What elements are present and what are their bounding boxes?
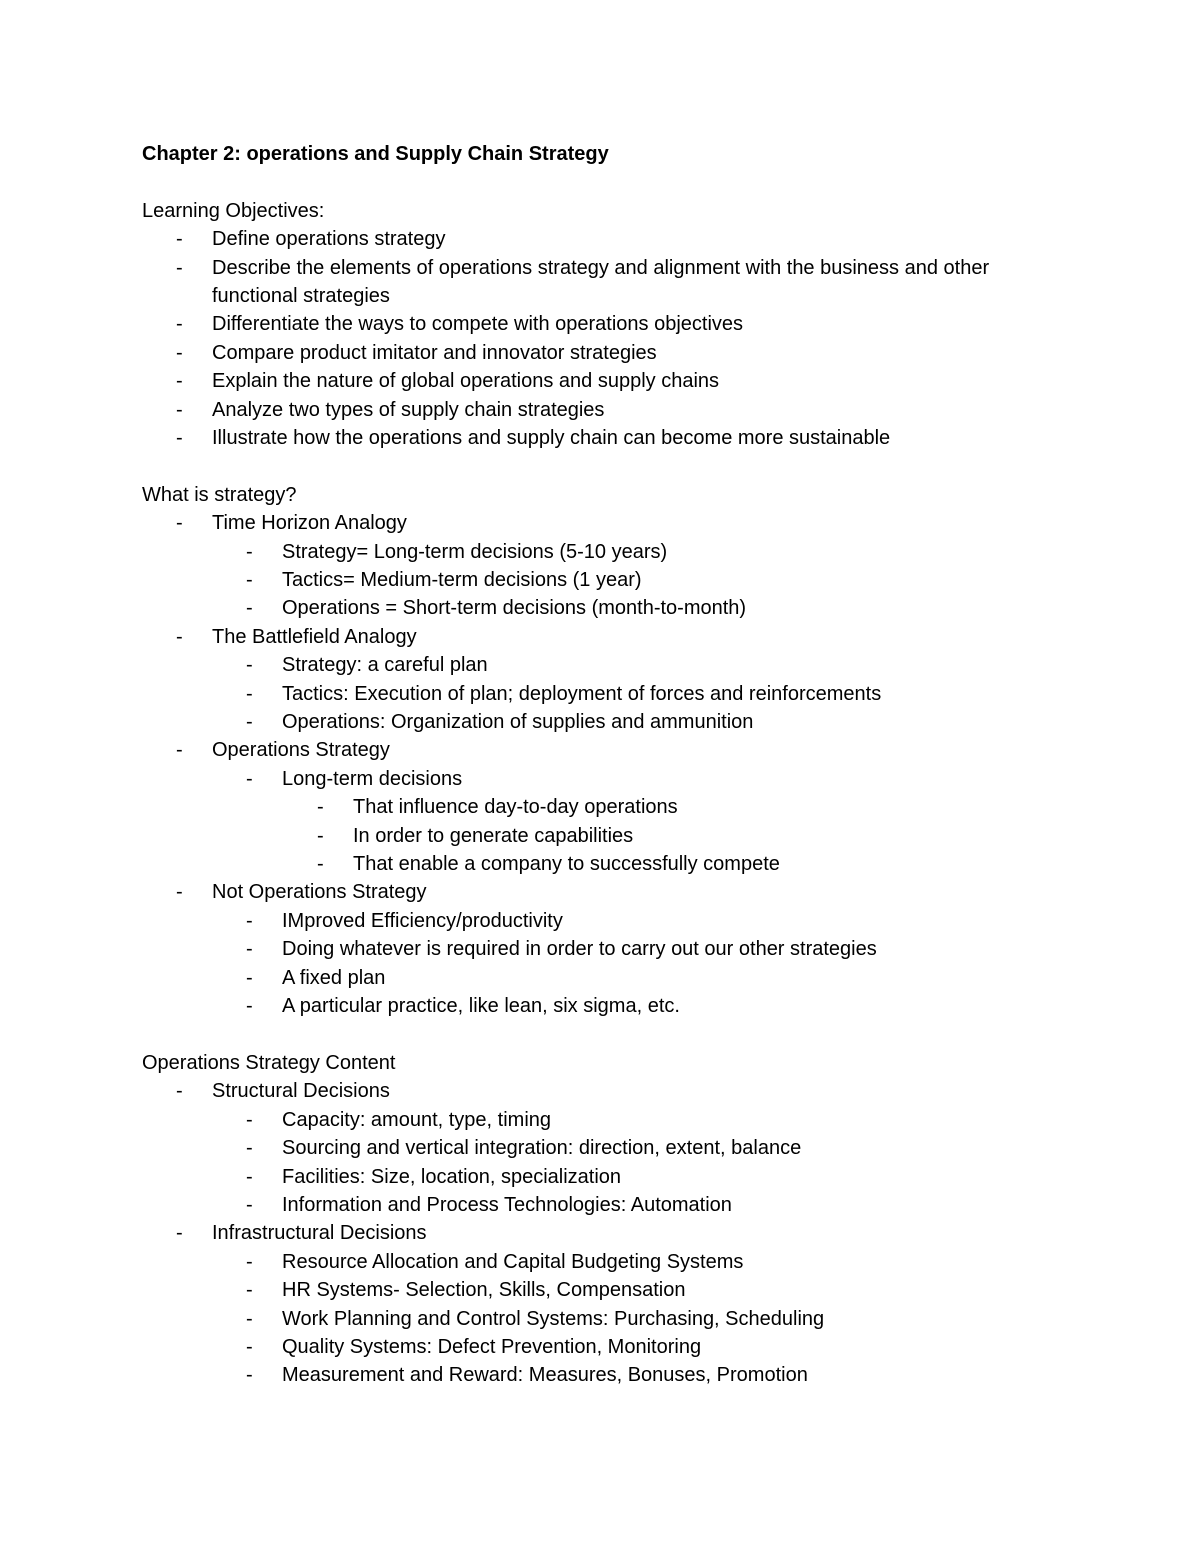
list-item-text: Capacity: amount, type, timing xyxy=(282,1108,552,1131)
spacer xyxy=(142,452,1062,480)
list-item xyxy=(142,964,1062,992)
list-item-text: Not Operations Strategy xyxy=(212,881,427,904)
bullet-dash: - xyxy=(246,909,253,932)
bullet-dash: - xyxy=(246,1193,253,1216)
list-item xyxy=(142,623,1062,651)
bullet-dash: - xyxy=(246,569,253,592)
bullet-dash: - xyxy=(317,824,324,847)
list-item xyxy=(142,935,1062,963)
list-item xyxy=(142,907,1062,935)
list-item xyxy=(142,992,1062,1020)
list-item xyxy=(142,822,1062,850)
bullet-dash: - xyxy=(176,427,183,450)
bullet-dash: - xyxy=(246,597,253,620)
list-item xyxy=(142,594,1062,622)
list-item xyxy=(142,708,1062,736)
list-item-text: Resource Allocation and Capital Budgeting Systems xyxy=(282,1250,744,1273)
list-item xyxy=(142,509,1062,537)
list-item xyxy=(142,878,1062,906)
list-item xyxy=(142,1361,1062,1389)
list-item xyxy=(142,1248,1062,1276)
bullet-dash: - xyxy=(176,370,183,393)
bullet-dash: - xyxy=(246,767,253,790)
list-item-text: Explain the nature of global operations and supply chains xyxy=(212,370,720,393)
bullet-dash: - xyxy=(176,341,183,364)
list-item xyxy=(142,225,1062,253)
list-item xyxy=(142,396,1062,424)
list-item xyxy=(142,1191,1062,1219)
bullet-dash: - xyxy=(317,796,324,819)
list-item-text: Structural Decisions xyxy=(212,1080,390,1103)
bullet-list xyxy=(142,225,1062,452)
list-item-text: Analyze two types of supply chain strategies xyxy=(212,398,605,421)
list-item-text: Operations = Short-term decisions (month-to-month) xyxy=(282,597,747,620)
spacer xyxy=(142,1021,1062,1049)
list-item xyxy=(142,424,1062,452)
list-item-text: Time Horizon Analogy xyxy=(212,512,407,535)
list-item-text: Operations Strategy xyxy=(212,739,390,762)
list-item-text: Tactics: Execution of plan; deployment of forces and reinforcements xyxy=(282,682,882,705)
list-item-text: Define operations strategy xyxy=(212,228,446,251)
bullet-dash: - xyxy=(246,682,253,705)
list-item-text: Operations: Organization of supplies and ammunition xyxy=(282,711,754,734)
bullet-dash: - xyxy=(246,995,253,1018)
bullet-dash: - xyxy=(246,938,253,961)
bullet-dash: - xyxy=(246,1279,253,1302)
list-item xyxy=(142,1106,1062,1134)
bullet-dash: - xyxy=(176,1222,183,1245)
list-item xyxy=(142,367,1062,395)
document-title: Chapter 2: operations and Supply Chain Strategy xyxy=(142,143,609,165)
list-item xyxy=(142,1077,1062,1105)
list-item-text: IMproved Efficiency/productivity xyxy=(282,909,563,932)
bullet-dash: - xyxy=(176,398,183,421)
list-item-text: In order to generate capabilities xyxy=(353,824,634,847)
document-page xyxy=(142,140,1062,1390)
list-item xyxy=(142,1276,1062,1304)
list-item-text: Doing whatever is required in order to carry out our other strategies xyxy=(282,938,877,961)
bullet-dash: - xyxy=(176,512,183,535)
list-item-text: Strategy: a careful plan xyxy=(282,654,488,677)
list-item-text: Measurement and Reward: Measures, Bonuses, Promotion xyxy=(282,1364,808,1387)
list-item-text: Differentiate the ways to compete with operations objectives xyxy=(212,313,744,336)
list-item xyxy=(142,339,1062,367)
list-item xyxy=(142,793,1062,821)
list-item xyxy=(142,765,1062,793)
list-item-text: Information and Process Technologies: Automation xyxy=(282,1193,732,1216)
bullet-dash: - xyxy=(176,739,183,762)
list-item xyxy=(142,1163,1062,1191)
bullet-list xyxy=(142,1077,1062,1389)
list-item xyxy=(142,254,1062,311)
bullet-dash: - xyxy=(246,1165,253,1188)
section-heading: Operations Strategy Content xyxy=(142,1051,396,1074)
list-item xyxy=(142,1134,1062,1162)
bullet-dash: - xyxy=(176,625,183,648)
list-item xyxy=(142,538,1062,566)
list-item xyxy=(142,680,1062,708)
list-item-text: Infrastructural Decisions xyxy=(212,1222,427,1245)
bullet-dash: - xyxy=(176,256,183,279)
list-item-text: Quality Systems: Defect Prevention, Monitoring xyxy=(282,1335,702,1358)
list-item xyxy=(142,1305,1062,1333)
spacer xyxy=(142,168,1062,196)
bullet-dash: - xyxy=(246,711,253,734)
document-body xyxy=(142,197,1062,1390)
bullet-dash: - xyxy=(246,1137,253,1160)
list-item xyxy=(142,566,1062,594)
bullet-dash: - xyxy=(317,853,324,876)
list-item-text: HR Systems- Selection, Skills, Compensation xyxy=(282,1279,686,1302)
list-item-text: Strategy= Long-term decisions (5-10 years) xyxy=(282,540,668,563)
list-item xyxy=(142,1219,1062,1247)
bullet-dash: - xyxy=(176,313,183,336)
bullet-dash: - xyxy=(246,1307,253,1330)
bullet-dash: - xyxy=(176,228,183,251)
section-heading: Learning Objectives: xyxy=(142,199,325,222)
list-item xyxy=(142,850,1062,878)
list-item-text: Describe the elements of operations strategy and alignment with the business and other functional strategies xyxy=(212,256,990,307)
list-item xyxy=(142,736,1062,764)
list-item-text: A particular practice, like lean, six sigma, etc. xyxy=(282,995,680,1018)
list-item xyxy=(142,310,1062,338)
section-heading: What is strategy? xyxy=(142,483,297,506)
bullet-dash: - xyxy=(246,1364,253,1387)
bullet-dash: - xyxy=(246,1108,253,1131)
bullet-dash: - xyxy=(246,1250,253,1273)
bullet-dash: - xyxy=(176,881,183,904)
list-item-text: Facilities: Size, location, specialization xyxy=(282,1165,622,1188)
list-item-text: Illustrate how the operations and supply chain can become more sustainable xyxy=(212,427,891,450)
bullet-dash: - xyxy=(246,966,253,989)
list-item-text: A fixed plan xyxy=(282,966,386,989)
list-item-text: That influence day-to-day operations xyxy=(353,796,678,819)
list-item-text: The Battlefield Analogy xyxy=(212,625,417,648)
bullet-dash: - xyxy=(246,654,253,677)
list-item xyxy=(142,651,1062,679)
list-item xyxy=(142,1333,1062,1361)
bullet-dash: - xyxy=(176,1080,183,1103)
list-item-text: Compare product imitator and innovator strategies xyxy=(212,341,657,364)
bullet-dash: - xyxy=(246,540,253,563)
list-item-text: Tactics= Medium-term decisions (1 year) xyxy=(282,569,642,592)
list-item-text: Sourcing and vertical integration: direction, extent, balance xyxy=(282,1137,802,1160)
bullet-dash: - xyxy=(246,1335,253,1358)
list-item-text: That enable a company to successfully compete xyxy=(353,853,780,876)
list-item-text: Work Planning and Control Systems: Purchasing, Scheduling xyxy=(282,1307,825,1330)
bullet-list xyxy=(142,509,1062,1020)
list-item-text: Long-term decisions xyxy=(282,767,463,790)
